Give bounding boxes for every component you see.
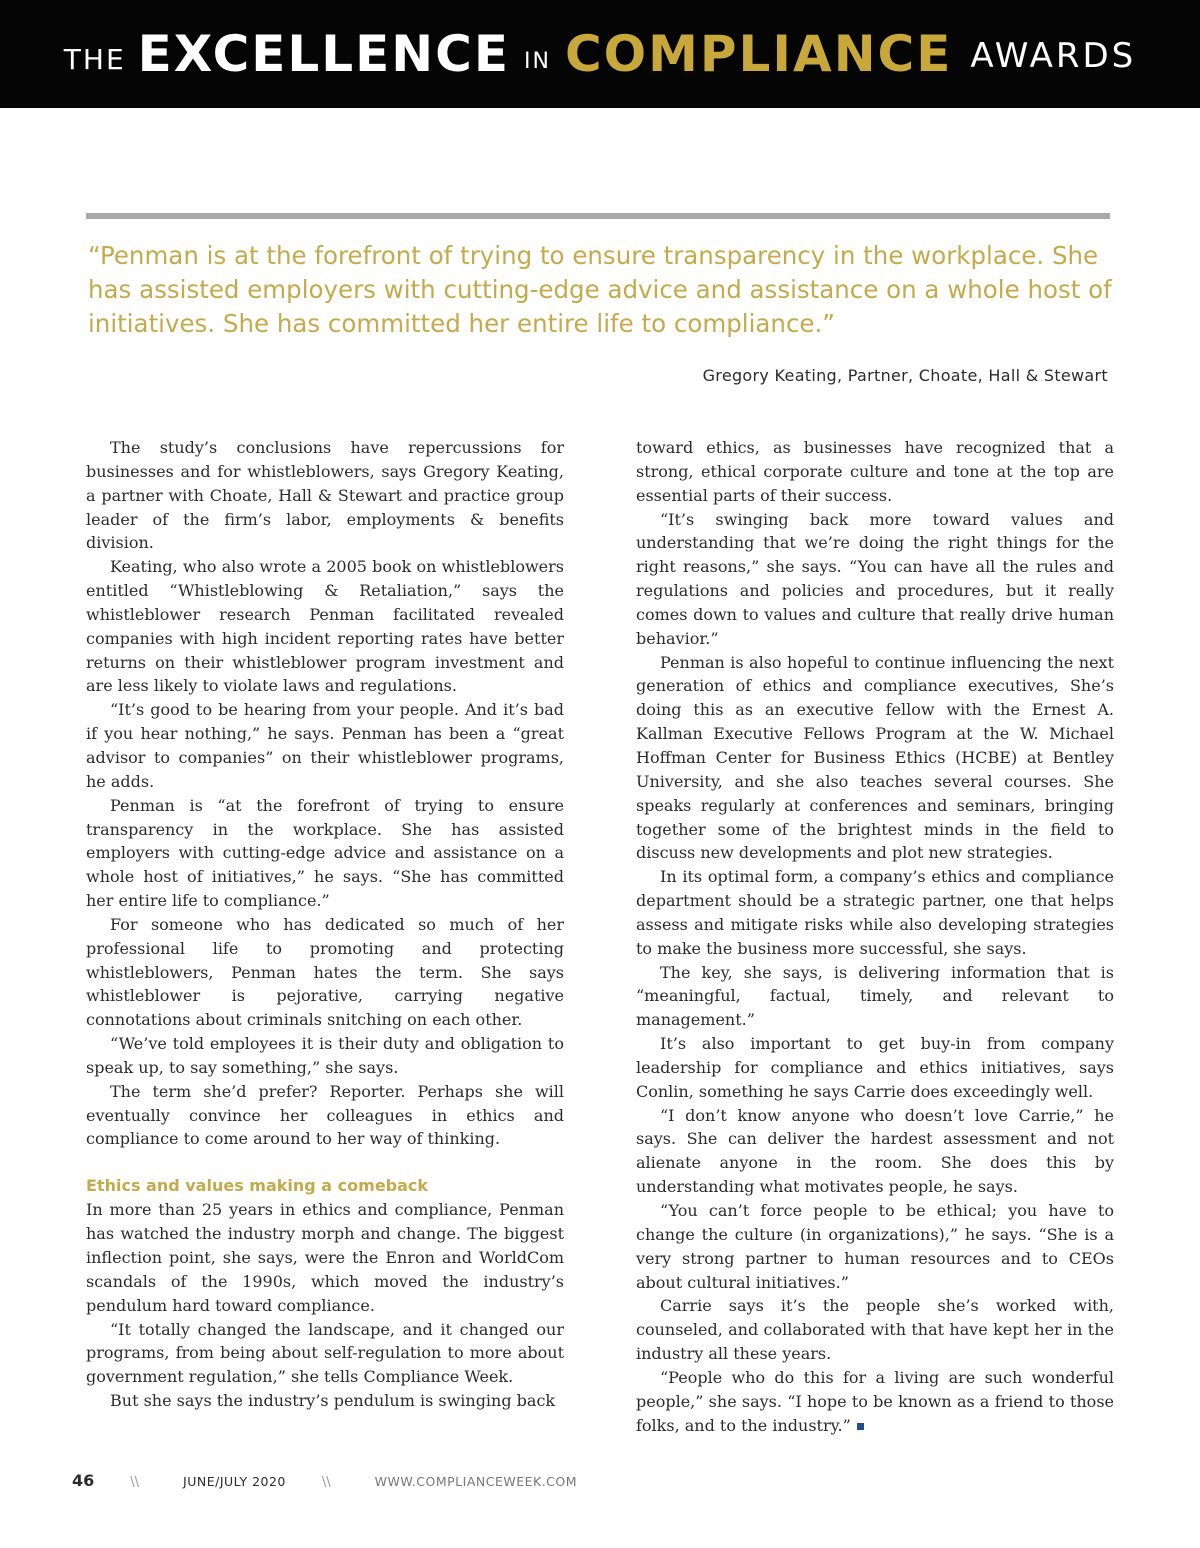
paragraph: Carrie says it’s the people she’s worked with, counseled, and collaborated with that have kept her in the industry all these years.	[636, 1296, 1114, 1364]
website-url: WWW.COMPLIANCEWEEK.COM	[374, 1474, 578, 1489]
banner-word-excellence: EXCELLENCE	[137, 25, 510, 83]
issue-date: JUNE/JULY 2020	[183, 1474, 286, 1489]
pull-quote: “Penman is at the forefront of trying to ensure transparency in the workplace. She has assisted employers with cutting-edge advice and assistance on a whole host of initiatives. She has committed her entire life to compliance.”	[88, 241, 1112, 338]
paragraph: But she says the industry’s pendulum is swinging back	[110, 1391, 556, 1411]
paragraph: The term she’d prefer? Reporter. Perhaps she will eventually convince her colleagues in ethics and compliance to come around to her way of thinking.	[86, 1081, 564, 1149]
footer-separator: \\	[321, 1475, 331, 1490]
paragraph: “It’s good to be hearing from your people. And it’s bad if you hear nothing,” he says. Penman has been a “great advisor to companies” on their whistleblower programs, he adds.	[86, 700, 564, 791]
right-column	[636, 436, 1114, 1437]
paragraph: The study’s conclusions have repercussions for businesses and for whistleblowers, says Gregory Keating, a partner with Choate, Hall & Stewart and practice group leader of the firm’s labor, employments & benefits division.	[86, 438, 564, 553]
paragraph: In its optimal form, a company’s ethics and compliance department should be a strategic partner, one that helps assess and mitigate risks while also developing strategies to make the business more successful, she says.	[636, 867, 1114, 958]
paragraph: toward ethics, as businesses have recognized that a strong, ethical corporate culture and tone at the top are essential parts of their success.	[636, 438, 1114, 505]
final-paragraph	[636, 1366, 1114, 1438]
section-subhead: Ethics and values making a comeback	[86, 1176, 429, 1196]
page-footer	[72, 1471, 577, 1490]
pull-quote-divider	[86, 213, 1110, 219]
footer-separator: \\	[130, 1475, 140, 1490]
paragraph: For someone who has dedicated so much of her professional life to promoting and protecting whistleblowers, Penman hates the term. She says whistleblower is pejorative, carrying negative connotations about criminals snitching on each other.	[86, 914, 564, 1030]
paragraph: In more than 25 years in ethics and compliance, Penman has watched the industry morph and change. The biggest inflection point, she says, were the Enron and WorldCom scandals of the 1990s, which moved the industry’s pendulum hard toward compliance.	[86, 1200, 564, 1315]
banner-word-the: THE	[63, 42, 126, 76]
end-of-article-icon	[857, 1423, 864, 1430]
paragraph: Penman is “at the forefront of trying to ensure transparency in the workplace. She has assisted employers with cutting-edge advice and assistance on a whole host of initiatives,” he says. “She has committed her entire life to compliance.”	[86, 795, 564, 911]
paragraph: “I don’t know anyone who doesn’t love Carrie,” he says. She can deliver the hardest assessment and not alienate anyone in the room. She does this by understanding what motivates people, he says.	[636, 1105, 1114, 1197]
final-paragraph-text: “People who do this for a living are such wonderful people,” she says. “I hope to be known as a friend to those folks, and to the industry.”	[636, 1367, 1114, 1435]
banner-word-awards: AWARDS	[970, 36, 1137, 76]
left-column	[86, 436, 564, 1413]
title-banner	[0, 0, 1200, 108]
banner-word-compliance: COMPLIANCE	[564, 25, 953, 83]
paragraph: “We’ve told employees it is their duty and obligation to speak up, to say something,” she says.	[86, 1034, 564, 1077]
paragraph: Keating, who also wrote a 2005 book on whistleblowers entitled “Whistleblowing & Retaliation,” says the whistleblower research Penman facilitated revealed companies with high incident reporting rates have better returns on their whistleblower program investment and are less likely to violate laws and regulations.	[86, 557, 564, 696]
pull-quote-attribution: Gregory Keating, Partner, Choate, Hall & Stewart	[702, 366, 1108, 385]
banner-word-in: IN	[523, 48, 551, 74]
paragraph: “It totally changed the landscape, and it changed our programs, from being about self-regulation to more about government regulation,” she tells Compliance Week.	[86, 1319, 564, 1387]
paragraph: The key, she says, is delivering information that is “meaningful, factual, timely, and relevant to management.”	[636, 962, 1114, 1030]
paragraph: Penman is also hopeful to continue influencing the next generation of ethics and compliance executives, She’s doing this as an executive fellow with the Ernest A. Kallman Executive Fellows Program at the W. Michael Hoffman Center for Business Ethics (HCBE) at Bentley University, and she also teaches several courses. She speaks regularly at conferences and seminars, bringing together some of the brightest minds in the field to discuss new developments and plot new strategies.	[636, 652, 1114, 863]
page-number: 46	[72, 1471, 95, 1490]
paragraph: “You can’t force people to be ethical; you have to change the culture (in organizations),” he says. “She is a very strong partner to human resources and to CEOs about cultural initiatives.”	[636, 1201, 1114, 1292]
paragraph: “It’s swinging back more toward values and understanding that we’re doing the right things for the right reasons,” she says. “You can have all the rules and regulations and policies and procedures, but it really comes down to values and culture that really drive human behavior.”	[636, 509, 1114, 648]
paragraph: It’s also important to get buy-in from company leadership for compliance and ethics initiatives, says Conlin, something he says Carrie does exceedingly well.	[636, 1034, 1114, 1101]
